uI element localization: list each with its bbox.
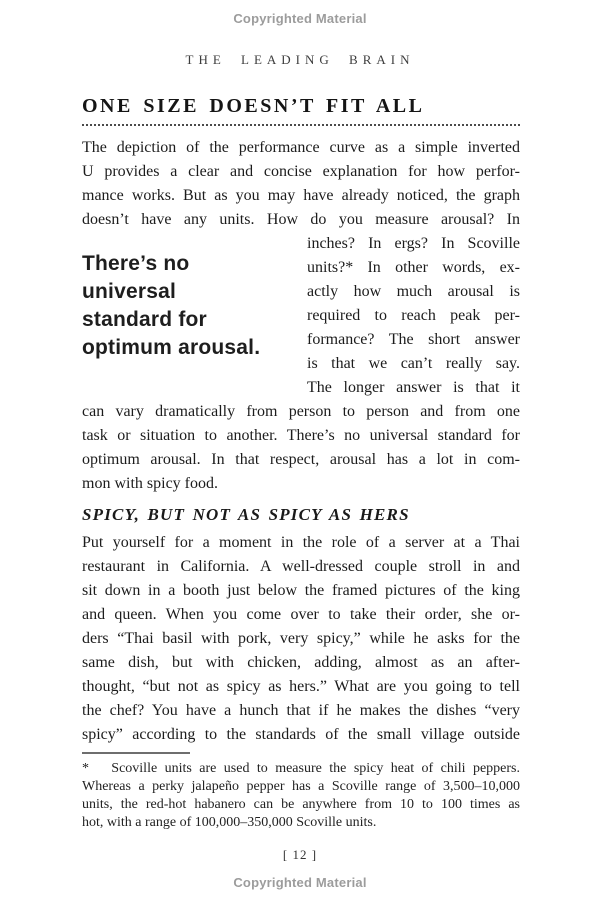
text-line: The depiction of the performance curve as a simple inverted [82,139,520,156]
text-line: mance works. But as you may have already noticed, the graph [82,187,520,204]
text-line: The longer answer is that it [307,379,520,396]
running-head: THE LEADING BRAIN [185,52,415,67]
text-line: * Scoville units are used to measure the spicy heat of chili peppers. [82,761,520,776]
paragraph-opening [82,136,520,232]
text-line: restaurant in California. A well-dressed couple stroll in and [82,558,520,575]
text-line: mon with spicy food. [82,475,218,492]
text-line: doesn’t have any units. How do you measure arousal? In [82,211,520,228]
text-line: and queen. When you come over to take their order, she or- [82,606,520,623]
text-line: optimum arousal. [82,336,261,359]
text-line: Put yourself for a moment in the role of a server at a Thai [82,534,520,551]
paragraph-beside-quote [307,232,520,400]
text-line: Whereas a perky jalapeño pepper has a Scoville range of 3,500–10,000 [82,779,520,794]
text-line: spicy” according to the standards of the small village outside [82,726,520,743]
section-heading: ONE SIZE DOESN’T FIT ALL [82,96,520,126]
text-line: hot, with a range of 100,000–350,000 Scoville units. [82,815,377,830]
text-line: There’s no [82,252,190,275]
paragraph-spicy-story [82,531,520,747]
text-line: task or situation to another. There’s no universal standard for [82,427,520,444]
text-line: ders “Thai basil with pork, very spicy,” while he asks for the [82,630,520,647]
footnote [82,752,520,832]
subsection-heading: SPICY, BUT NOT AS SPICY AS HERS [82,505,410,524]
text-line: inches? In ergs? In Scoville [307,235,520,252]
text-line: optimum arousal. In that respect, arousal has a lot in com- [82,451,520,468]
text-line: required to reach peak per- [307,307,520,324]
text-line: same dish, but with chicken, adding, almost as an after- [82,654,520,671]
text-line: formance? The short answer [307,331,520,348]
text-line: can vary dramatically from person to person and from one [82,403,520,420]
footnote-text [82,760,520,832]
page-number: [ 12 ] [282,847,318,862]
copyright-notice-top: Copyrighted Material [233,11,367,26]
paragraph-continued [82,400,520,496]
text-line: is that we can’t really say. [307,355,520,372]
text-line: units?* In other words, ex- [307,259,520,276]
text-line: the chef? You have a hunch that if he makes the dishes “very [82,702,520,719]
text-line: universal [82,280,177,303]
text-line: thought, “but not as spicy as hers.” What are you going to tell [82,678,520,695]
text-line: actly how much arousal is [307,283,520,300]
text-line: standard for [82,308,207,331]
pullquote-row [82,232,520,400]
pull-quote [82,232,295,400]
text-line: U provides a clear and concise explanation for how perfor- [82,163,520,180]
text-line: units, the red-hot habanero can be anywhere from 10 to 100 times as [82,797,520,812]
copyright-notice-bottom: Copyrighted Material [233,875,367,890]
text-line: sit down in a booth just below the framed pictures of the king [82,582,520,599]
footnote-rule [82,752,190,754]
page-content [82,96,520,832]
